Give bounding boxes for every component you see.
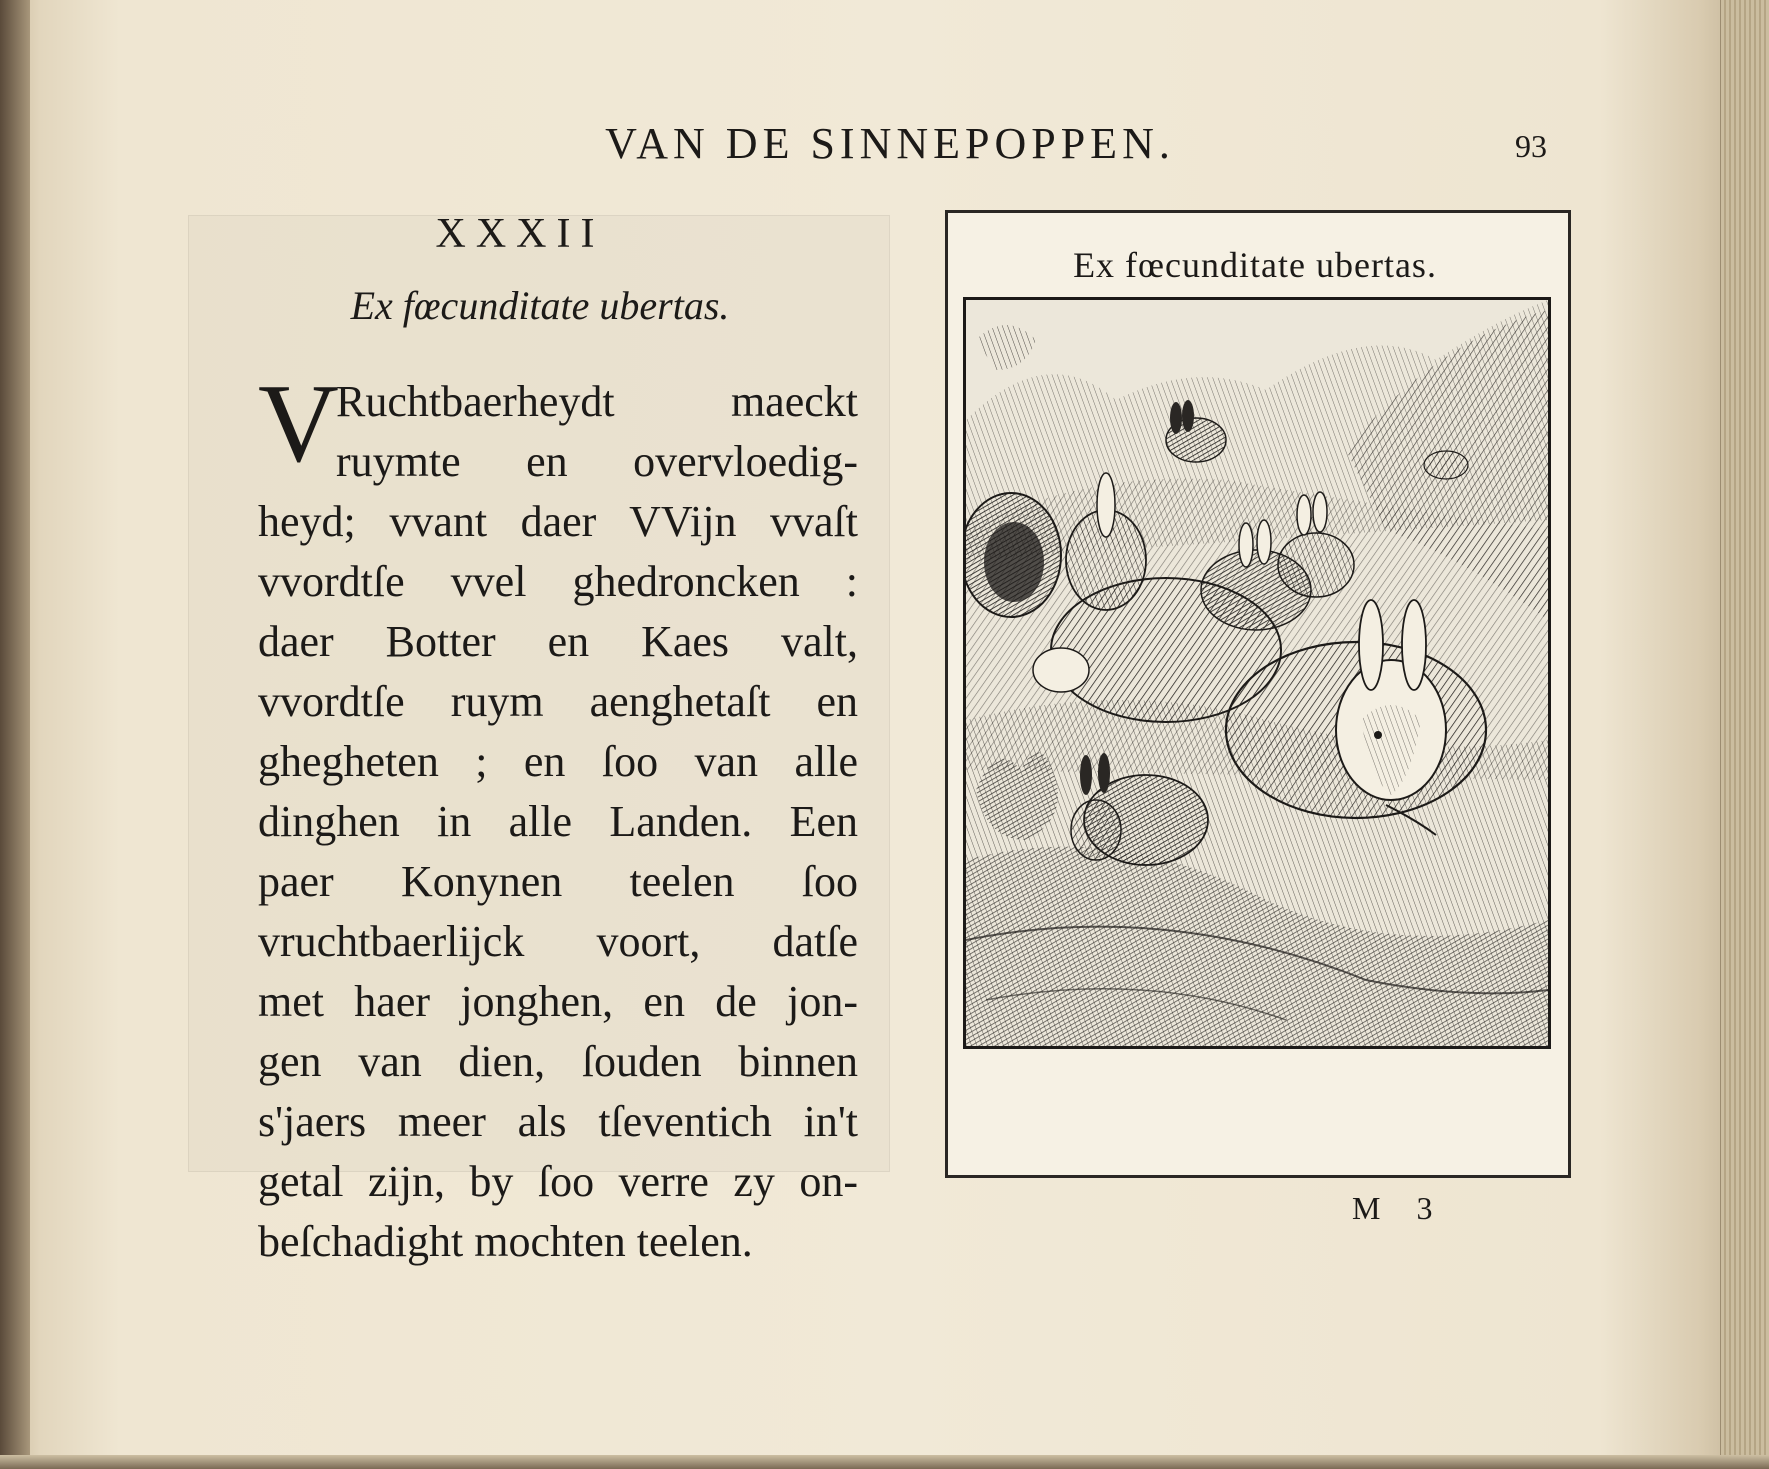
signature-mark: M 3: [1352, 1190, 1447, 1226]
emblem-motto: Ex fœcunditate ubertas.: [350, 283, 730, 328]
emblem-number: XXXII: [435, 211, 605, 257]
body-line: ruymte en overvloedig-: [336, 437, 858, 486]
body-line: beſchadight mochten teelen.: [258, 1217, 753, 1266]
body-line: daer Botter en Kaes valt,: [258, 617, 858, 666]
bottom-edge: [0, 1455, 1769, 1469]
body-line: heyd; vvant daer VVijn vvaſt: [258, 497, 858, 546]
book-gutter: [0, 0, 30, 1469]
body-line: dinghen in alle Landen. Een: [258, 797, 858, 846]
page-number: 93: [1515, 128, 1547, 164]
body-line: getal zijn, by ſoo verre zy on-: [258, 1157, 858, 1206]
rabbits-illustration: [966, 300, 1548, 1046]
body-line: gen van dien, ſouden binnen: [258, 1037, 858, 1086]
body-line: vvordtſe ruym aenghetaſt en: [258, 677, 858, 726]
drop-cap: V: [258, 362, 339, 486]
page-edges: [1720, 0, 1769, 1469]
running-head: VAN DE SINNEPOPPEN.: [605, 119, 1175, 168]
body-line: ghegheten ; en ſoo van alle: [258, 737, 858, 786]
plate-motto: Ex fœcunditate ubertas.: [1073, 245, 1437, 285]
body-line: paer Konynen teelen ſoo: [258, 857, 858, 906]
body-line: s'jaers meer als tſeventich in't: [258, 1097, 858, 1146]
body-line: vruchtbaerlijck voort, datſe: [258, 917, 858, 966]
body-line: met haer jonghen, en de jon-: [258, 977, 858, 1026]
emblem-body-text: [258, 362, 858, 1272]
body-line: Ruchtbaerheydt maeckt: [336, 377, 858, 426]
body-line: vvordtſe vvel ghedroncken :: [258, 557, 858, 606]
engraving-rabbits: [963, 297, 1551, 1049]
